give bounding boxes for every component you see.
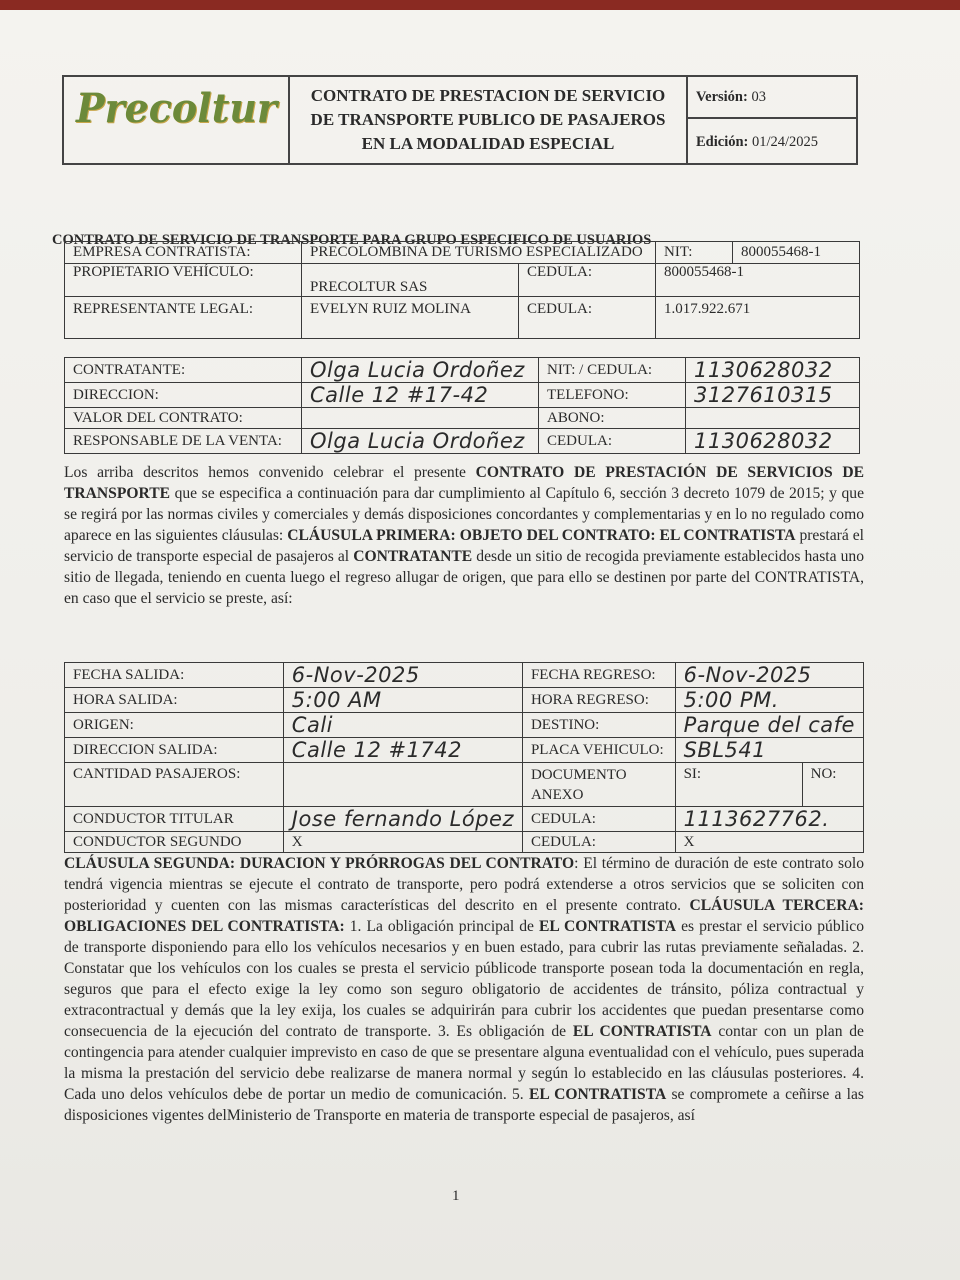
abono-label: ABONO: (539, 408, 686, 429)
conductor-titular-cedula-value: 1113627762. (675, 807, 863, 832)
clauses-text-5: se compromete a ceñirse a las disposiciones vigentes delMinisterio de Transporte en materia de transporte especial de pasajeros, así (64, 1086, 864, 1124)
client-cedula-label: CEDULA: (539, 429, 686, 454)
client-cedula-value: 1130628032 (686, 429, 860, 454)
telefono-label: TELEFONO: (539, 383, 686, 408)
abono-value (686, 408, 860, 429)
intro-text-1: Los arriba descritos hemos convenido celebrar el presente (64, 464, 476, 481)
edition-cell (688, 121, 858, 163)
version-value: 03 (751, 88, 766, 105)
intro-text-3: prestará el servicio de transporte especial de pasajeros al (64, 527, 864, 565)
documento-label-line-1: DOCUMENTO (530, 766, 627, 783)
edition-label: Edición: (696, 133, 749, 150)
hora-regreso-label: HORA REGRESO: (522, 688, 675, 713)
conductor-titular-value: Jose fernando López (283, 807, 522, 832)
clauses-paragraph (64, 853, 864, 1126)
intro-bold-1: CONTRATO DE PRESTACIÓN DE SERVICIOS DE TRANSPORTE (64, 464, 864, 502)
logo-text: Precoltur (76, 85, 277, 132)
cedula2-label: CEDULA: (519, 297, 656, 339)
cedula1-label: CEDULA: (519, 264, 656, 297)
telefono-value: 3127610315 (686, 383, 860, 408)
clauses-bold-3: EL CONTRATISTA (539, 918, 677, 935)
direccion-label: DIRECCION: (65, 383, 302, 408)
title-line-3: EN LA MODALIDAD ESPECIAL (361, 134, 615, 153)
intro-bold-3: CONTRATANTE (353, 548, 473, 565)
cantidad-label: CANTIDAD PASAJEROS: (65, 763, 284, 807)
nit-value: 800055468-1 (733, 242, 860, 264)
version-cell (688, 77, 858, 119)
documento-anexo-label (522, 763, 675, 807)
hora-salida-value: 5:00 AM (283, 688, 522, 713)
fecha-regreso-value: 6-Nov-2025 (675, 663, 863, 688)
hora-regreso-value: 5:00 PM. (675, 688, 863, 713)
valor-value (302, 408, 539, 429)
propietario-value: PRECOLTUR SAS (302, 264, 519, 297)
clause-first-heading: CLÁUSULA PRIMERA: OBJETO DEL CONTRATO: EL CONTRATISTA (287, 527, 796, 544)
destino-label: DESTINO: (522, 713, 675, 738)
fecha-regreso-label: FECHA REGRESO: (522, 663, 675, 688)
placa-label: PLACA VEHICULO: (522, 738, 675, 763)
origen-value: Cali (283, 713, 522, 738)
intro-paragraph (64, 462, 864, 609)
placa-value: SBL541 (675, 738, 863, 763)
fecha-salida-label: FECHA SALIDA: (65, 663, 284, 688)
intro-text-4: desde un sitio de recogida previamente establecidos hasta uno sitio de llegada, teniendo en cuenta luego el regreso allugar de origen, que para ello se destinen por parte del CONTRATISTA, en caso que el servicio se preste, así: (64, 548, 864, 607)
valor-label: VALOR DEL CONTRATO: (65, 408, 302, 429)
fecha-salida-value: 6-Nov-2025 (283, 663, 522, 688)
empresa-label: EMPRESA CONTRATISTA: (65, 242, 302, 264)
si-label: SI: (675, 763, 802, 807)
documento-label-line-2: ANEXO (530, 786, 584, 803)
conductor-segundo-label: CONDUCTOR SEGUNDO (65, 832, 284, 853)
contratante-value: Olga Lucia Ordoñez (302, 358, 539, 383)
version-label: Versión: (696, 88, 748, 105)
conductor-titular-cedula-label: CEDULA: (522, 807, 675, 832)
representante-value: EVELYN RUIZ MOLINA (302, 297, 519, 339)
contract-subtitle: CONTRATO DE SERVICIO DE TRANSPORTE PARA GRUPO ESPECIFICO DE USUARIOS (52, 232, 652, 248)
title-line-2: DE TRANSPORTE PUBLICO DE PASAJEROS (310, 110, 666, 129)
intro-text-2: que se especifica a continuación para dar cumplimiento al Capítulo 6, sección 3 decreto 1079 de 2015; y que se regirá por las normas civiles y comerciales y demás disposiciones concordantes y complementarias y en lo no regulado como aparece en las siguientes cláusulas: (64, 485, 864, 544)
document-title (290, 77, 688, 163)
document-header (62, 75, 858, 165)
origen-label: ORIGEN: (65, 713, 284, 738)
propietario-label: PROPIETARIO VEHÍCULO: (65, 264, 302, 297)
nit-label: NIT: (656, 242, 733, 264)
direccion-value: Calle 12 #17-42 (302, 383, 539, 408)
conductor-titular-label: CONDUCTOR TITULAR (65, 807, 284, 832)
clause-second-heading: CLÁUSULA SEGUNDA: DURACION Y PRÓRROGAS DEL CONTRATO (64, 855, 575, 872)
conductor-segundo-value: X (283, 832, 522, 853)
clauses-text-4: contar con un plan de contingencia para atender cualquier imprevisto en caso de que se presentare alguna eventualidad con el vehículo, pues superada la misma la prestación del servicio debe realizarse de manera normal y según lo establecido en las cláusulas posteriores. 4. Cada uno delos vehículos debe de portar un medio de comunicación. 5. (64, 1023, 864, 1103)
direccion-salida-value: Calle 12 #1742 (283, 738, 522, 763)
title-line-1: CONTRATO DE PRESTACION DE SERVICIO (310, 86, 666, 105)
cedula1-value: 800055468-1 (656, 264, 860, 297)
cedula2-value: 1.017.922.671 (656, 297, 860, 339)
clause-third-heading: CLÁUSULA TERCERA: OBLIGACIONES DEL CONTRATISTA: (64, 897, 864, 935)
no-label: NO: (802, 763, 863, 807)
page-number: 1 (452, 1188, 460, 1204)
clauses-text-1: : El término de duración de este contrato solo tendrá vigencia mientras se ejecute el contrato de transporte, pero podrá extenderse a otros servicios que se soliciten con posterioridad y cuenten con las mismas características del descrito en el presente contrato. (64, 855, 864, 914)
clauses-bold-4: EL CONTRATISTA (572, 1023, 712, 1040)
client-nit-value: 1130628032 (686, 358, 860, 383)
clauses-bold-5: EL CONTRATISTA (528, 1086, 667, 1103)
cantidad-value (283, 763, 522, 807)
conductor-segundo-cedula-value: X (675, 832, 863, 853)
conductor-segundo-cedula-label: CEDULA: (522, 832, 675, 853)
responsable-value: Olga Lucia Ordoñez (302, 429, 539, 454)
contratante-label: CONTRATANTE: (65, 358, 302, 383)
company-table (64, 241, 860, 339)
trip-table (64, 662, 864, 853)
client-nit-label: NIT: / CEDULA: (539, 358, 686, 383)
edition-value: 01/24/2025 (752, 133, 819, 150)
company-logo (64, 77, 290, 163)
clauses-text-3: es prestar el servicio público de transporte disponiendo para ello los vehículos necesarios y en buen estado, para cubrir las rutas previamente señaladas. 2. Constatar que los vehículos con los cuales se presta el servicio públicode transporte posean toda la documentación en regla, seguros que para el efecto exige la ley como son seguro obligatorio de accidentes de tránsito, póliza contractual y extracontractual y demás que la ley exija, los cuales se adquirirán para cubrir los accidentes que puedan presentarse como consecuencia de la ejecución del contrato de transporte. 3. Es obligación de (64, 918, 864, 1040)
client-table (64, 357, 860, 454)
responsable-label: RESPONSABLE DE LA VENTA: (65, 429, 302, 454)
representante-label: REPRESENTANTE LEGAL: (65, 297, 302, 339)
document-page (0, 10, 960, 1280)
direccion-salida-label: DIRECCION SALIDA: (65, 738, 284, 763)
clauses-text-2: 1. La obligación principal de (344, 918, 539, 935)
hora-salida-label: HORA SALIDA: (65, 688, 284, 713)
destino-value: Parque del cafe (675, 713, 863, 738)
empresa-value: PRECOLOMBINA DE TURISMO ESPECIALIZADO (302, 242, 656, 264)
